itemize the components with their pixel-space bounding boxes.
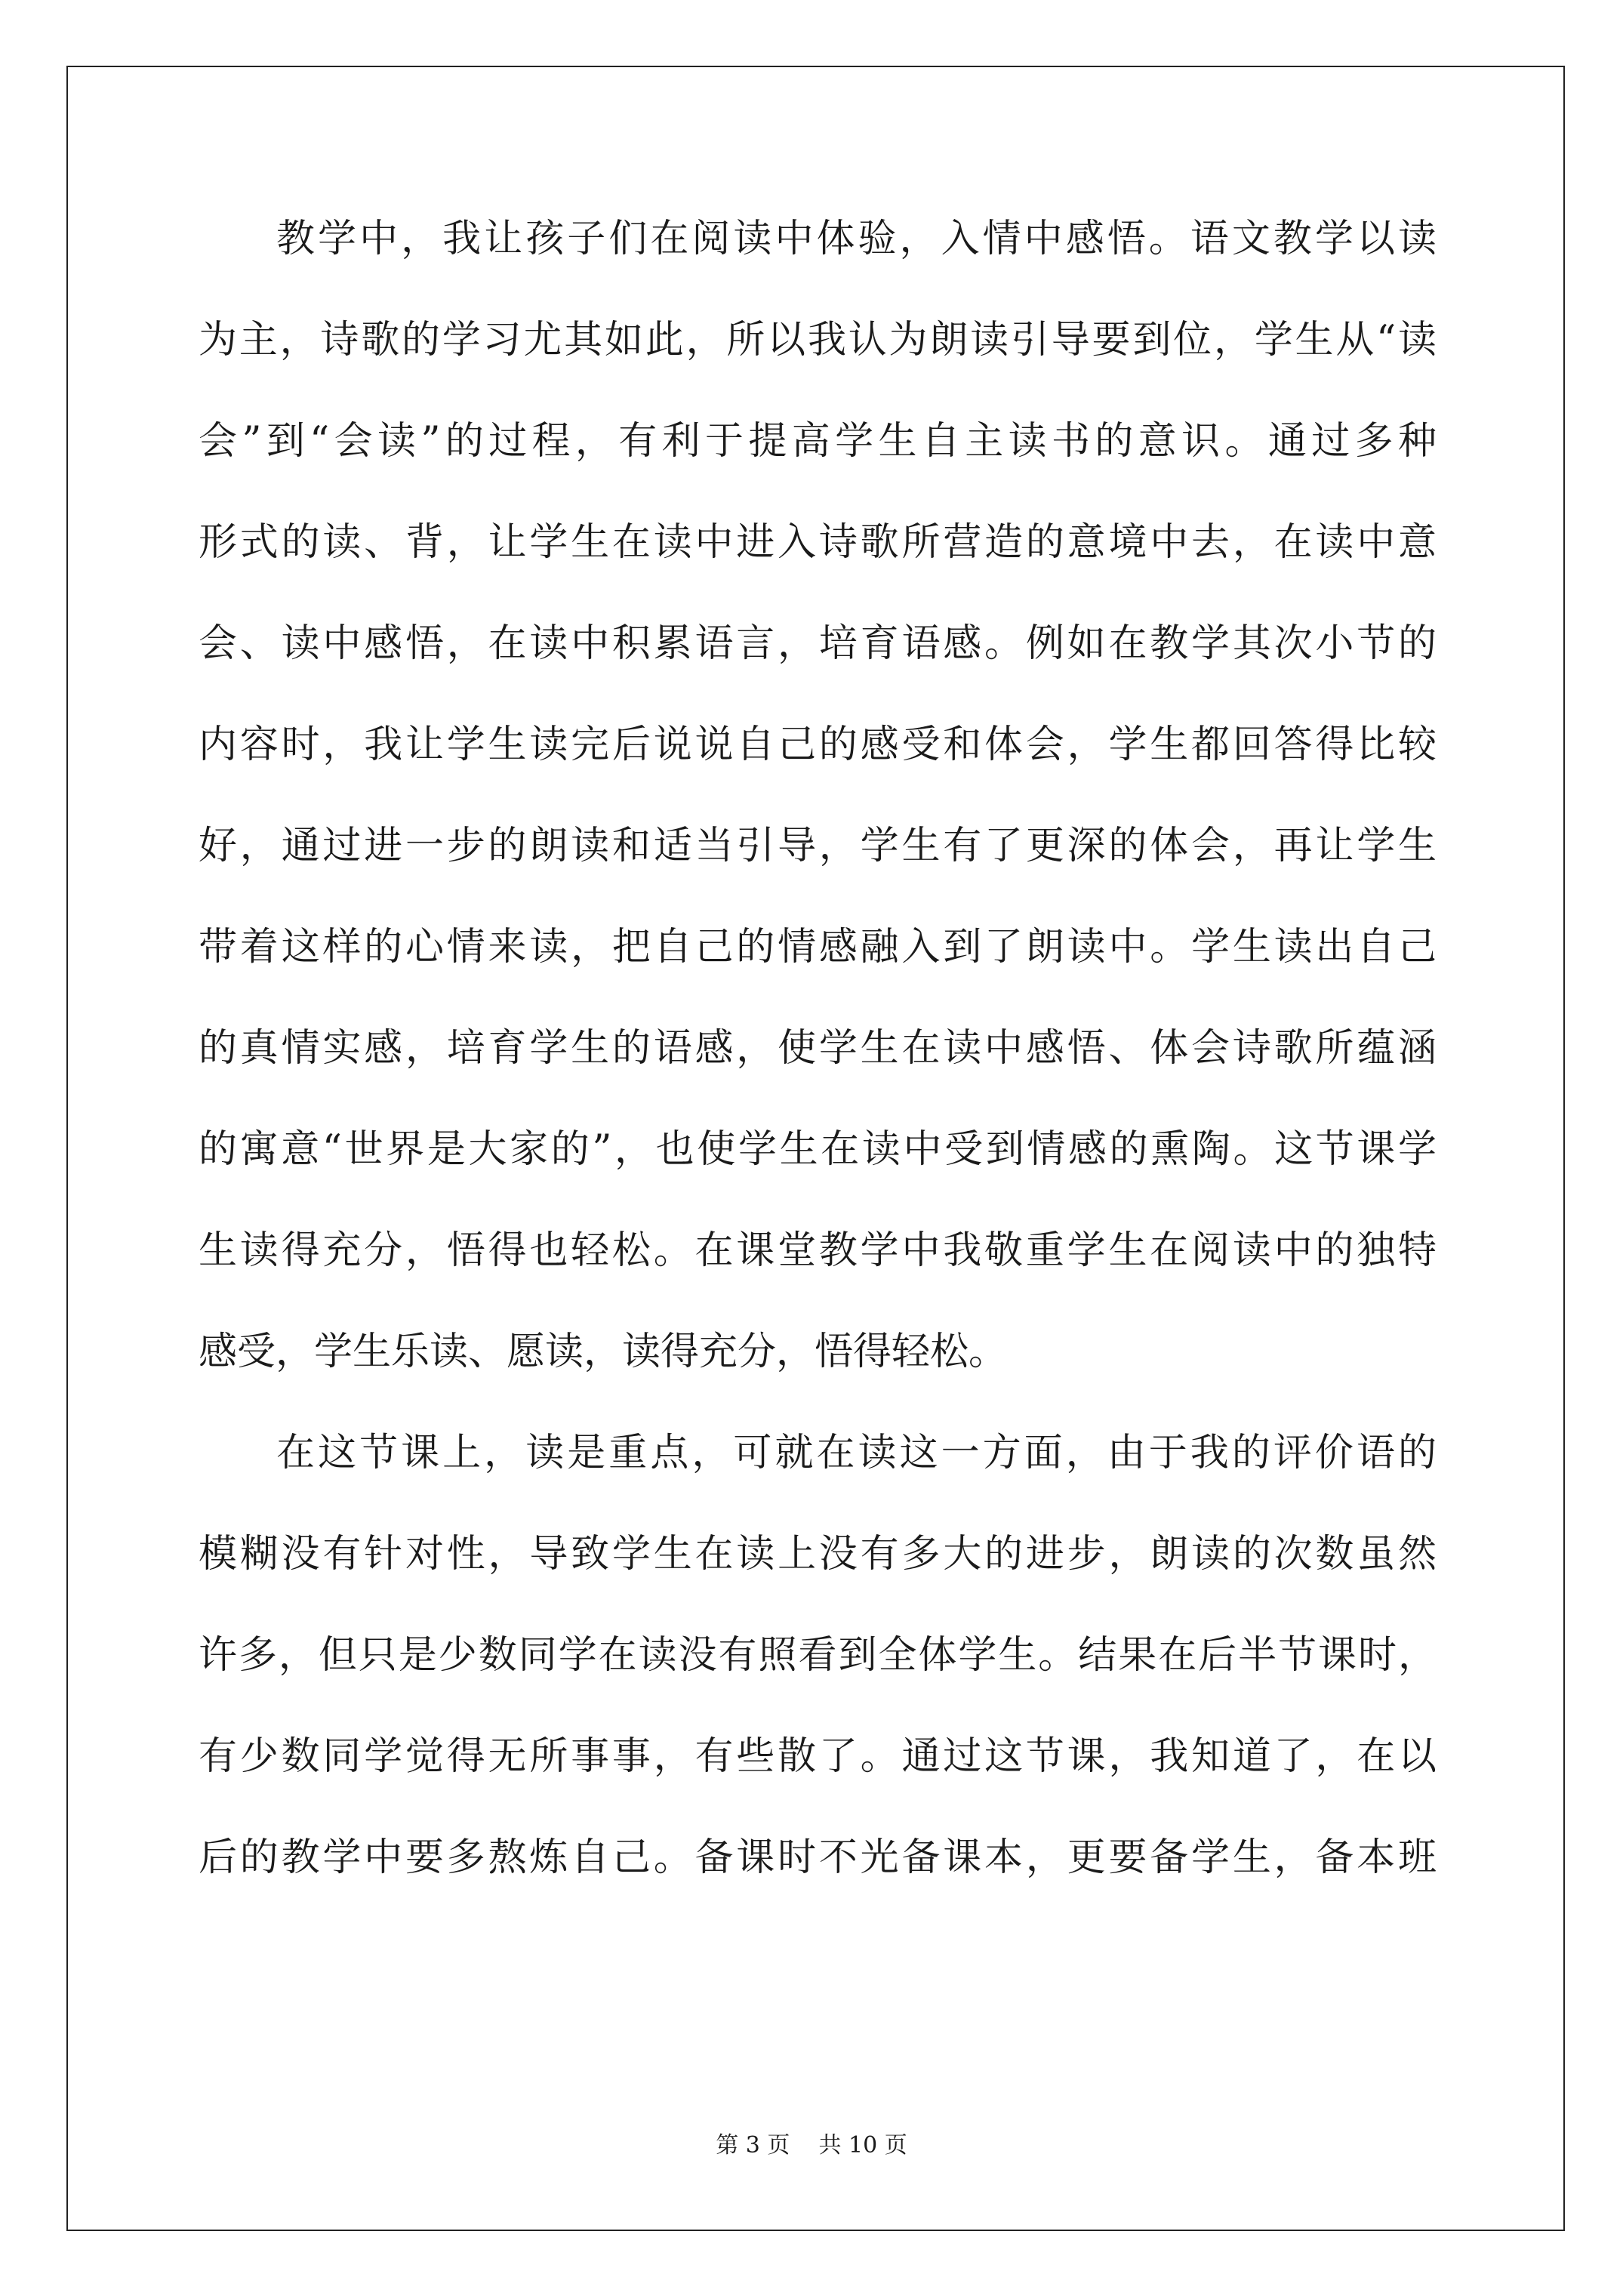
text-line: 的寓意“世界是大家的”，也使学生在读中受到情感的熏陶。这节课学 (199, 1127, 1437, 1172)
text-line: 会”到“会读”的过程，有利于提高学生自主读书的意识。通过多种 (199, 419, 1437, 464)
text-line: 感受，学生乐读、愿读，读得充分，悟得轻松。 (199, 1330, 1008, 1374)
text-line: 生读得充分，悟得也轻松。在课堂教学中我敬重学生在阅读中的独特 (199, 1228, 1437, 1273)
text-line: 为主，诗歌的学习尤其如此，所以我认为朗读引导要到位，学生从“读 (199, 318, 1437, 362)
text-line: 教学中，我让孩子们在阅读中体验，入情中感悟。语文教学以读 (276, 217, 1437, 261)
text-line: 有少数同学觉得无所事事，有些散了。通过这节课，我知道了，在以 (199, 1734, 1437, 1779)
text-line: 在这节课上，读是重点，可就在读这一方面，由于我的评价语的 (276, 1431, 1437, 1475)
page-number-footer: 第 3 页 共 10 页 (716, 2132, 907, 2159)
document-body (199, 215, 1437, 1935)
paragraph-2 (199, 1429, 1437, 1935)
text-line: 许多，但只是少数同学在读没有照看到全体学生。结果在后半节课时， (199, 1633, 1437, 1678)
paragraph-1 (199, 215, 1437, 1429)
text-line: 后的教学中要多熬炼自己。备课时不光备课本，更要备学生，备本班 (199, 1835, 1437, 1880)
text-line: 好，通过进一步的朗读和适当引导，学生有了更深的体会，再让学生 (199, 824, 1437, 868)
text-line: 内容时，我让学生读完后说说自己的感受和体会，学生都回答得比较 (199, 723, 1437, 767)
text-line: 带着这样的心情来读，把自己的情感融入到了朗读中。学生读出自己 (199, 925, 1437, 969)
text-line: 会、读中感悟，在读中积累语言，培育语感。例如在教学其次小节的 (199, 621, 1437, 666)
text-line: 模糊没有针对性，导致学生在读上没有多大的进步，朗读的次数虽然 (199, 1532, 1437, 1576)
text-line: 形式的读、背，让学生在读中进入诗歌所营造的意境中去，在读中意 (199, 520, 1437, 565)
text-line: 的真情实感，培育学生的语感，使学生在读中感悟、体会诗歌所蕴涵 (199, 1026, 1437, 1071)
